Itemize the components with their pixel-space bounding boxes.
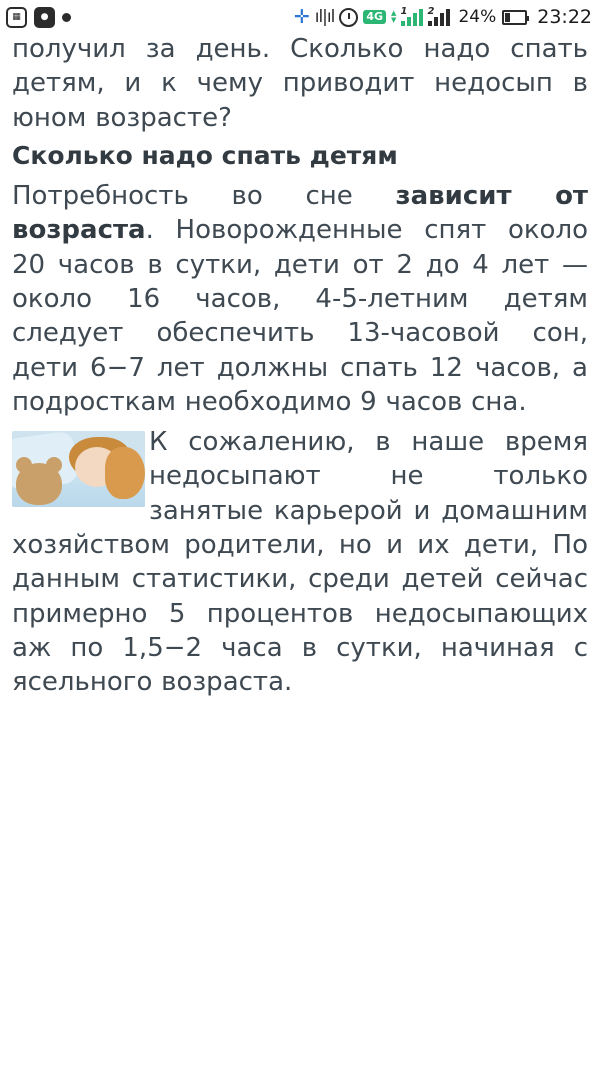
- sim2-label: 2: [427, 6, 435, 17]
- paragraph-sleep-norms: [12, 179, 588, 419]
- mobile-data-4g-icon: 4G: [363, 10, 386, 24]
- sim-card-icon: ▦: [6, 7, 27, 28]
- clock-label: 23:22: [537, 6, 592, 28]
- paragraph-intro: получил за день. Сколько надо спать детям, и к чему приводит недосып в юном возрасте?: [12, 34, 588, 133]
- battery-percent-label: 24%: [458, 7, 497, 27]
- camera-record-icon: ●: [34, 7, 55, 28]
- status-left-icons: [6, 7, 71, 28]
- battery-icon: [502, 10, 527, 25]
- bluetooth-icon: ✛: [293, 5, 310, 28]
- status-center-icons: [71, 7, 450, 27]
- vibrate-icon: ıl|ıl: [314, 7, 335, 27]
- paragraph-sleep-norms-bold: зависит от возраста: [12, 180, 589, 246]
- sim1-label: 1: [400, 6, 408, 17]
- paragraph-statistics-block: [12, 425, 588, 706]
- sleeping-child-photo: [12, 431, 145, 507]
- paragraph-statistics: К сожалению, в наше время недосыпают не только занятые карьерой и домашним хозяйством родители, но и их дети, По данным статистики, среди детей сейчас примерно 5 процентов недосыпающих аж по 1,5−2 часа в сутки, начиная с ясельного возраста.: [12, 427, 588, 698]
- section-heading: Сколько надо спать детям: [12, 140, 398, 170]
- alarm-clock-icon: [339, 8, 358, 27]
- paragraph-sleep-norms-part2: . Новорожденные спят около 20 часов в сутки, дети от 2 до 4 лет — около 16 часов, 4-5-летним детям следует обеспечить 13-часовой сон, дети 6−7 лет должны спать 12 часов, а подросткам необходимо 9 часов сна.: [12, 215, 588, 417]
- signal-sim2-icon: [428, 8, 450, 26]
- signal-sim1-icon: [401, 8, 423, 26]
- status-right-group: [458, 6, 592, 28]
- status-bar: [0, 0, 600, 34]
- notification-dot-icon: [62, 13, 71, 22]
- article-content: [0, 32, 600, 706]
- paragraph-sleep-norms-part1: Потребность во сне: [12, 180, 396, 211]
- data-transfer-arrows-icon: ▲ ▼: [391, 9, 397, 24]
